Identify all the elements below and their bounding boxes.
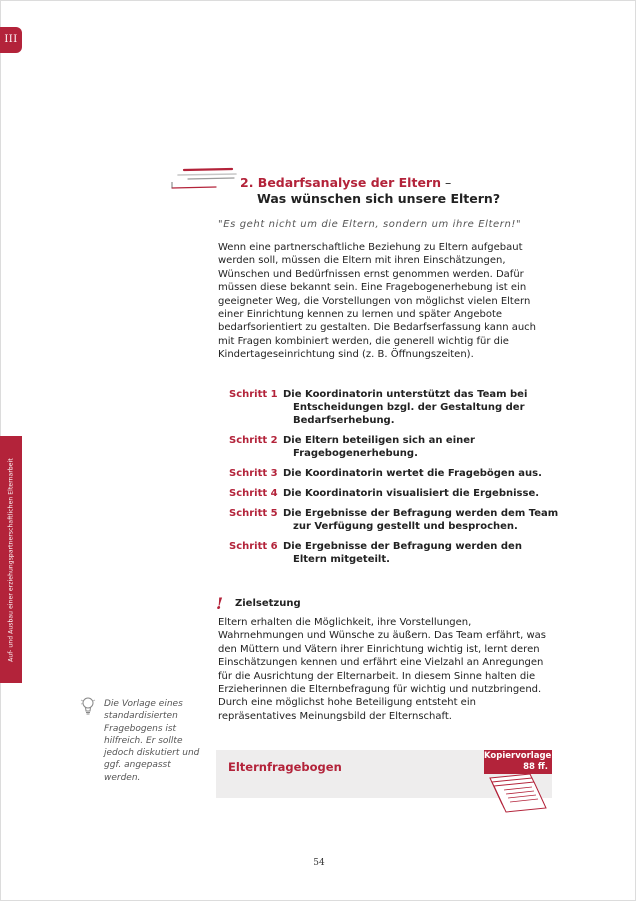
section-dash: – [440, 175, 452, 190]
step-text: Die Koordinatorin visualisiert die Ergebnisse. [283, 488, 540, 499]
heading-decoration-icon [170, 166, 240, 190]
exclamation-icon: ! [216, 594, 224, 613]
step-text: Die Eltern beteiligen sich an einer Fragebogenerhebung. [283, 435, 475, 459]
step-item [229, 434, 559, 460]
section-heading [240, 175, 500, 207]
sidebar-text: Auf- und Ausbau einer erziehungspartnerschaftlichen Elternarbeit [7, 458, 15, 662]
steps-list [229, 388, 559, 573]
step-item [229, 487, 559, 500]
template-title: Elternfragebogen [228, 760, 342, 774]
goal-label: Zielsetzung [235, 598, 301, 609]
goal-paragraph: Eltern erhalten die Möglichkeit, ihre Vorstellungen, Wahrnehmungen und Wünsche zu äußern. Das Team erfährt, was den Müttern und Vätern ihrer Einrichtung wichtig ist, lernt deren Einschätzungen kennen und erfährt eine Vielzahl an Anregungen für die Ausrichtung der Elternarbeit. In diesem Sinne halten die Erzieherinnen die Elternbefragung für wichtig und nutzbringend. Durch eine möglichst hohe Beteiligung entsteht ein repräsentatives Meinungsbild der Elternschaft. [218, 617, 546, 722]
copy-template-pages: 88 ff. [523, 762, 548, 772]
template-box [216, 750, 552, 798]
step-item [229, 467, 559, 480]
step-label: Schritt 5 [229, 508, 278, 519]
step-text: Die Koordinatorin unterstützt das Team bei Entscheidungen bzgl. der Gestaltung der Bedarfserhebung. [283, 389, 528, 426]
margin-note: Die Vorlage eines standardisierten Fragebogens ist hilfreich. Er sollte jedoch diskutiert und ggf. angepasst werden. [104, 699, 200, 783]
quote: "Es geht nicht um die Eltern, sondern um ihre Eltern!" [218, 219, 522, 230]
paper-stack-icon [484, 774, 552, 814]
step-label: Schritt 3 [229, 468, 278, 479]
copy-template-badge [484, 750, 552, 774]
step-text: Die Ergebnisse der Befragung werden den Eltern mitgeteilt. [283, 541, 522, 565]
step-label: Schritt 2 [229, 435, 278, 446]
chapter-marker: III [0, 27, 22, 53]
lightbulb-icon [80, 696, 96, 718]
step-label: Schritt 1 [229, 389, 278, 400]
step-label: Schritt 6 [229, 541, 278, 552]
section-subtitle: Was wünschen sich unsere Eltern? [257, 191, 501, 206]
copy-template-label: Kopiervorlage [484, 751, 552, 761]
section-title: 2. Bedarfsanalyse der Eltern [240, 175, 441, 190]
page-number: 54 [313, 858, 325, 868]
intro-paragraph: Wenn eine partnerschaftliche Beziehung zu Eltern aufgebaut werden soll, müssen die Eltern mit ihren Einschätzungen, Wünschen und Bedürfnissen ernst genommen werden. Dafür müssen diese bekannt sein. Eine Fragebogenerhebung ist ein geeigneter Weg, die Vorstellungen von möglichst vielen Eltern einer Einrichtung kennen zu lernen und später Angebote bedarfsorientiert zu gestalten. Die Bedarfserfassung kann auch mit Fragen kombiniert werden, die generell wichtig für die Kindertageseinrichtung sind (z. B. Öffnungszeiten). [218, 242, 537, 361]
step-label: Schritt 4 [229, 488, 278, 499]
step-text: Die Koordinatorin wertet die Fragebögen aus. [283, 468, 542, 479]
step-item [229, 540, 559, 566]
step-text: Die Ergebnisse der Befragung werden dem Team zur Verfügung gestellt und besprochen. [283, 508, 559, 532]
step-item [229, 507, 559, 533]
step-item [229, 388, 559, 427]
